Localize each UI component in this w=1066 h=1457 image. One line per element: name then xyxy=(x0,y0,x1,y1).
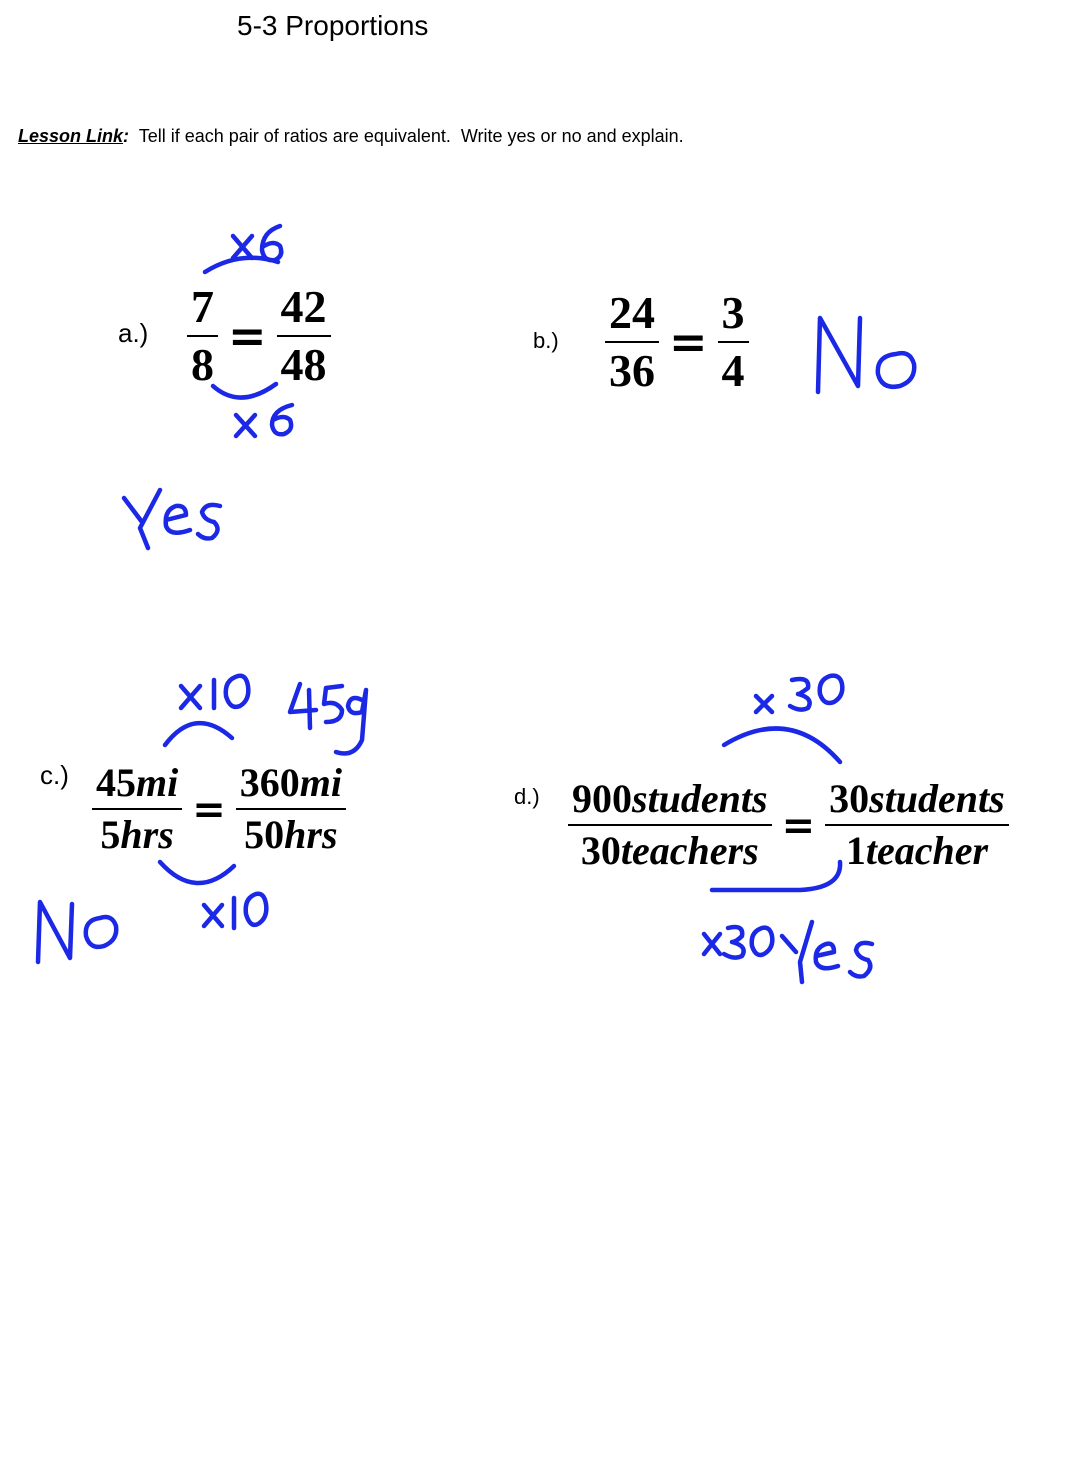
equals-sign: = xyxy=(781,801,816,849)
denominator-value: 5 xyxy=(100,812,121,857)
problem-a-right-fraction xyxy=(277,281,331,390)
fraction-numerator: 3 xyxy=(721,287,745,338)
problem-d-proportion xyxy=(568,776,1009,873)
numerator-value: 360 xyxy=(239,760,300,805)
numerator-unit: mi xyxy=(136,760,179,805)
numerator-value: 30 xyxy=(829,776,870,821)
numerator-unit: students xyxy=(869,776,1005,821)
problem-b-left-fraction xyxy=(605,287,659,396)
problem-c-top-arc xyxy=(165,723,232,745)
problem-c-right-fraction xyxy=(236,760,346,857)
numerator-value: 45 xyxy=(96,760,136,805)
equals-sign: = xyxy=(669,315,708,369)
problem-b-answer-no xyxy=(818,318,914,392)
lesson-text: Tell if each pair of ratios are equivalent. Write yes or no and explain. xyxy=(129,126,684,146)
denominator-unit: teachers xyxy=(620,828,759,873)
page-title: 5-3 Proportions xyxy=(237,10,429,41)
problem-c-side-note xyxy=(290,684,366,754)
problem-d-top-note xyxy=(756,676,842,712)
fraction-bar xyxy=(277,335,331,337)
lesson-link-label: Lesson Link xyxy=(18,126,124,146)
denominator-value: 50 xyxy=(244,812,285,857)
fraction-bar xyxy=(187,335,218,337)
problem-b-right-fraction xyxy=(718,287,749,396)
equals-sign: = xyxy=(228,309,267,363)
problem-d-label: d.) xyxy=(514,784,540,809)
lesson-colon: : xyxy=(123,126,130,146)
fraction-numerator xyxy=(825,776,1009,821)
denominator-value: 1 xyxy=(845,828,866,873)
problem-d-right-fraction xyxy=(825,776,1009,873)
fraction-bar xyxy=(825,824,1009,826)
fraction-denominator: 36 xyxy=(609,345,655,396)
fraction-bar xyxy=(92,808,182,810)
denominator-unit: hrs xyxy=(120,812,174,857)
fraction-denominator xyxy=(240,812,341,857)
problem-c-bottom-note xyxy=(204,894,266,928)
lesson-instructions xyxy=(18,126,684,147)
problem-d-top-arc xyxy=(724,729,840,762)
fraction-bar xyxy=(718,341,749,343)
problem-a-answer-yes xyxy=(124,490,220,548)
problem-c-answer-no xyxy=(38,902,116,962)
problem-c-left-fraction xyxy=(92,760,182,857)
denominator-unit: teacher xyxy=(865,828,989,873)
problem-a-left-fraction xyxy=(187,281,218,390)
fraction-denominator xyxy=(577,828,763,873)
problem-c-top-note xyxy=(181,676,248,708)
fraction-denominator xyxy=(842,828,992,873)
problem-a-top-arc xyxy=(205,258,278,272)
fraction-numerator: 42 xyxy=(280,281,327,332)
fraction-denominator xyxy=(96,812,177,857)
fraction-denominator: 4 xyxy=(721,345,745,396)
problem-a-bottom-note xyxy=(236,405,292,436)
fraction-numerator xyxy=(92,760,182,805)
fraction-bar xyxy=(568,824,772,826)
problem-c-label: c.) xyxy=(40,760,69,790)
fraction-bar xyxy=(605,341,659,343)
problem-a-top-note xyxy=(233,226,281,260)
numerator-unit: mi xyxy=(299,760,342,805)
fraction-denominator: 8 xyxy=(191,339,214,390)
problem-a-label: a.) xyxy=(118,318,149,348)
fraction-numerator xyxy=(568,776,772,821)
problem-a-proportion xyxy=(187,281,331,390)
numerator-unit: students xyxy=(632,776,768,821)
fraction-bar xyxy=(236,808,346,810)
denominator-value: 30 xyxy=(580,828,621,873)
problem-d-left-fraction xyxy=(568,776,772,873)
fraction-numerator: 24 xyxy=(609,287,655,338)
equals-sign: = xyxy=(192,785,226,833)
problem-b-proportion xyxy=(605,287,749,396)
problem-d-answer-yes xyxy=(782,922,872,982)
fraction-denominator: 48 xyxy=(280,339,327,390)
denominator-unit: hrs xyxy=(284,812,338,857)
problem-c-proportion xyxy=(92,760,346,857)
problem-c-bottom-arc xyxy=(160,862,234,883)
fraction-numerator: 7 xyxy=(191,281,214,332)
fraction-numerator xyxy=(236,760,346,805)
problem-d-bottom-note xyxy=(704,927,772,958)
numerator-value: 900 xyxy=(572,776,632,821)
problem-b-label: b.) xyxy=(533,328,559,353)
